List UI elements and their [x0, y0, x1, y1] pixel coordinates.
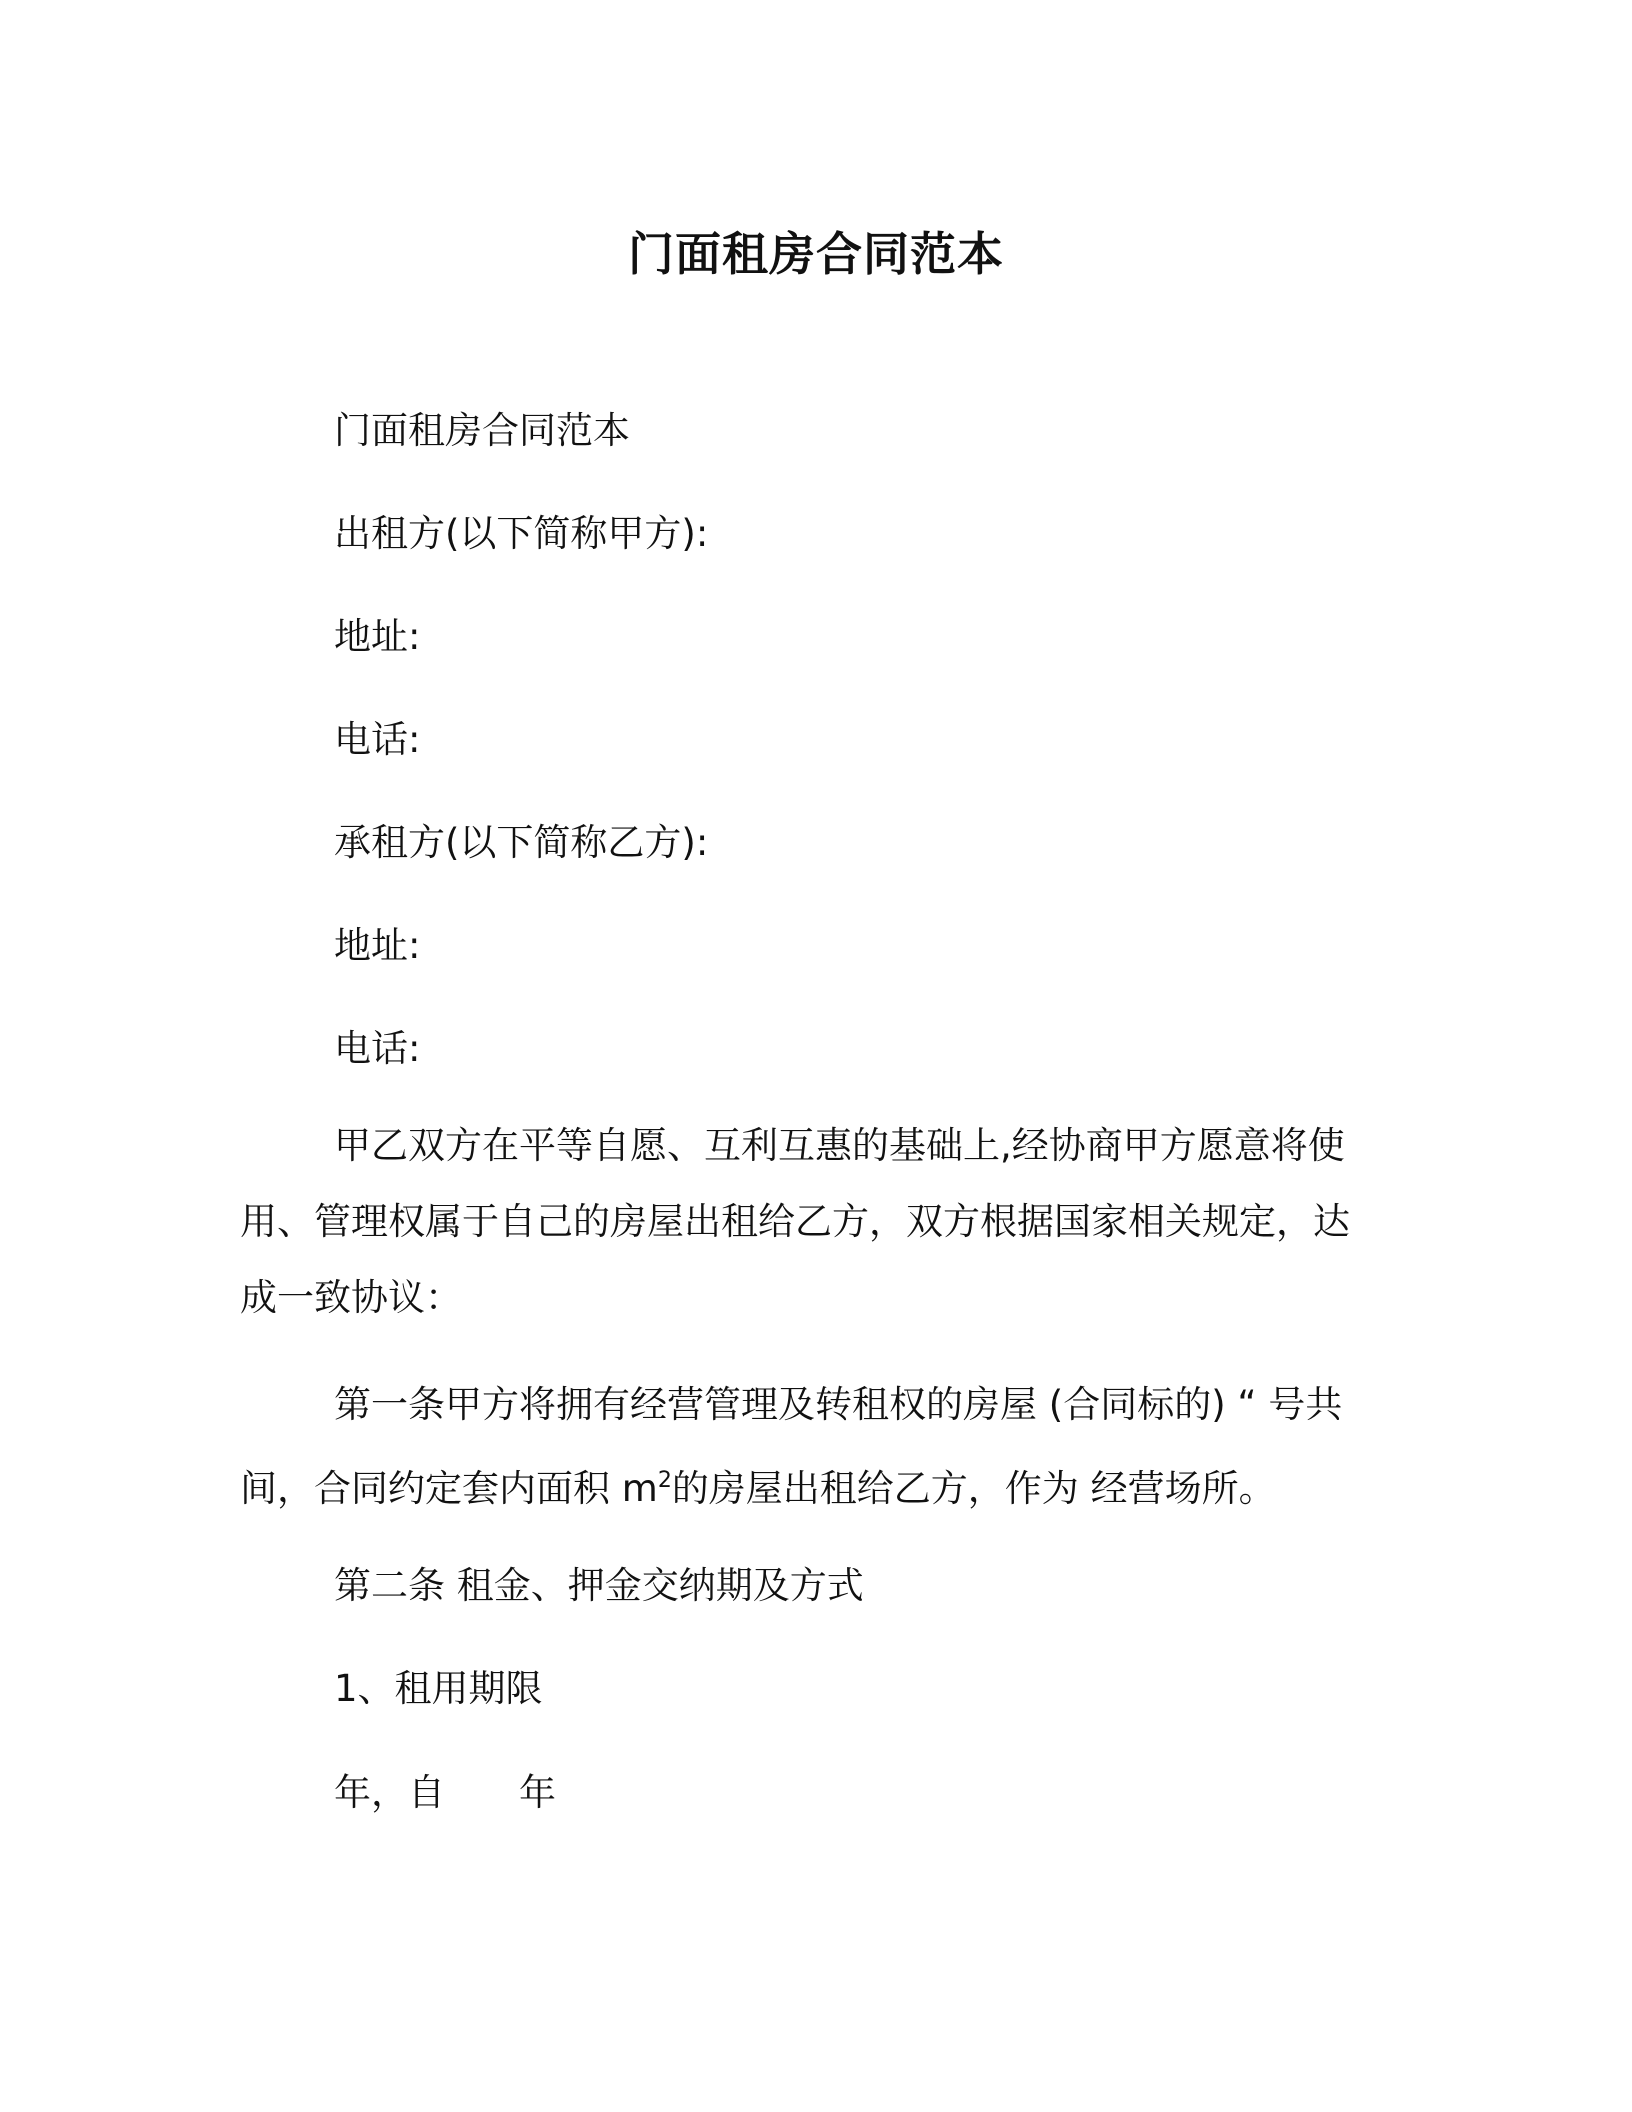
- lessee-address-label: 地址:: [334, 924, 421, 967]
- document-subtitle: 门面租房合同范本: [334, 409, 630, 452]
- article-1-paragraph: [240, 1367, 1360, 1527]
- lessor-label: 出租方(以下简称甲方):: [334, 512, 709, 555]
- lessee-phone-label: 电话:: [334, 1027, 421, 1070]
- square-meter-superscript: 2: [657, 1468, 672, 1493]
- intro-paragraph: 甲乙双方在平等自愿、互利互惠的基础上,经协商甲方愿意将使用、管理权属于自己的房屋出租给乙方，双方根据国家相关规定，达成一致协议：: [240, 1124, 1350, 1319]
- item-1-heading: 1、租用期限: [334, 1667, 543, 1710]
- lessee-label: 承租方(以下简称乙方):: [334, 821, 709, 864]
- document-title: 门面租房合同范本: [628, 227, 1004, 281]
- lessor-address-label: 地址:: [334, 615, 421, 658]
- article-1-text-part2: 的房屋出租给乙方，作为 经营场所。: [671, 1467, 1276, 1510]
- lessor-phone-label: 电话:: [334, 718, 421, 761]
- article-2-heading: 第二条 租金、押金交纳期及方式: [334, 1564, 864, 1607]
- term-line: 年，自 年: [334, 1771, 556, 1814]
- article-1-text-part1: 第一条甲方将拥有经营管理及转租权的房屋 (合同标的) “ 号共间，合同约定套内面积 m: [240, 1383, 1343, 1510]
